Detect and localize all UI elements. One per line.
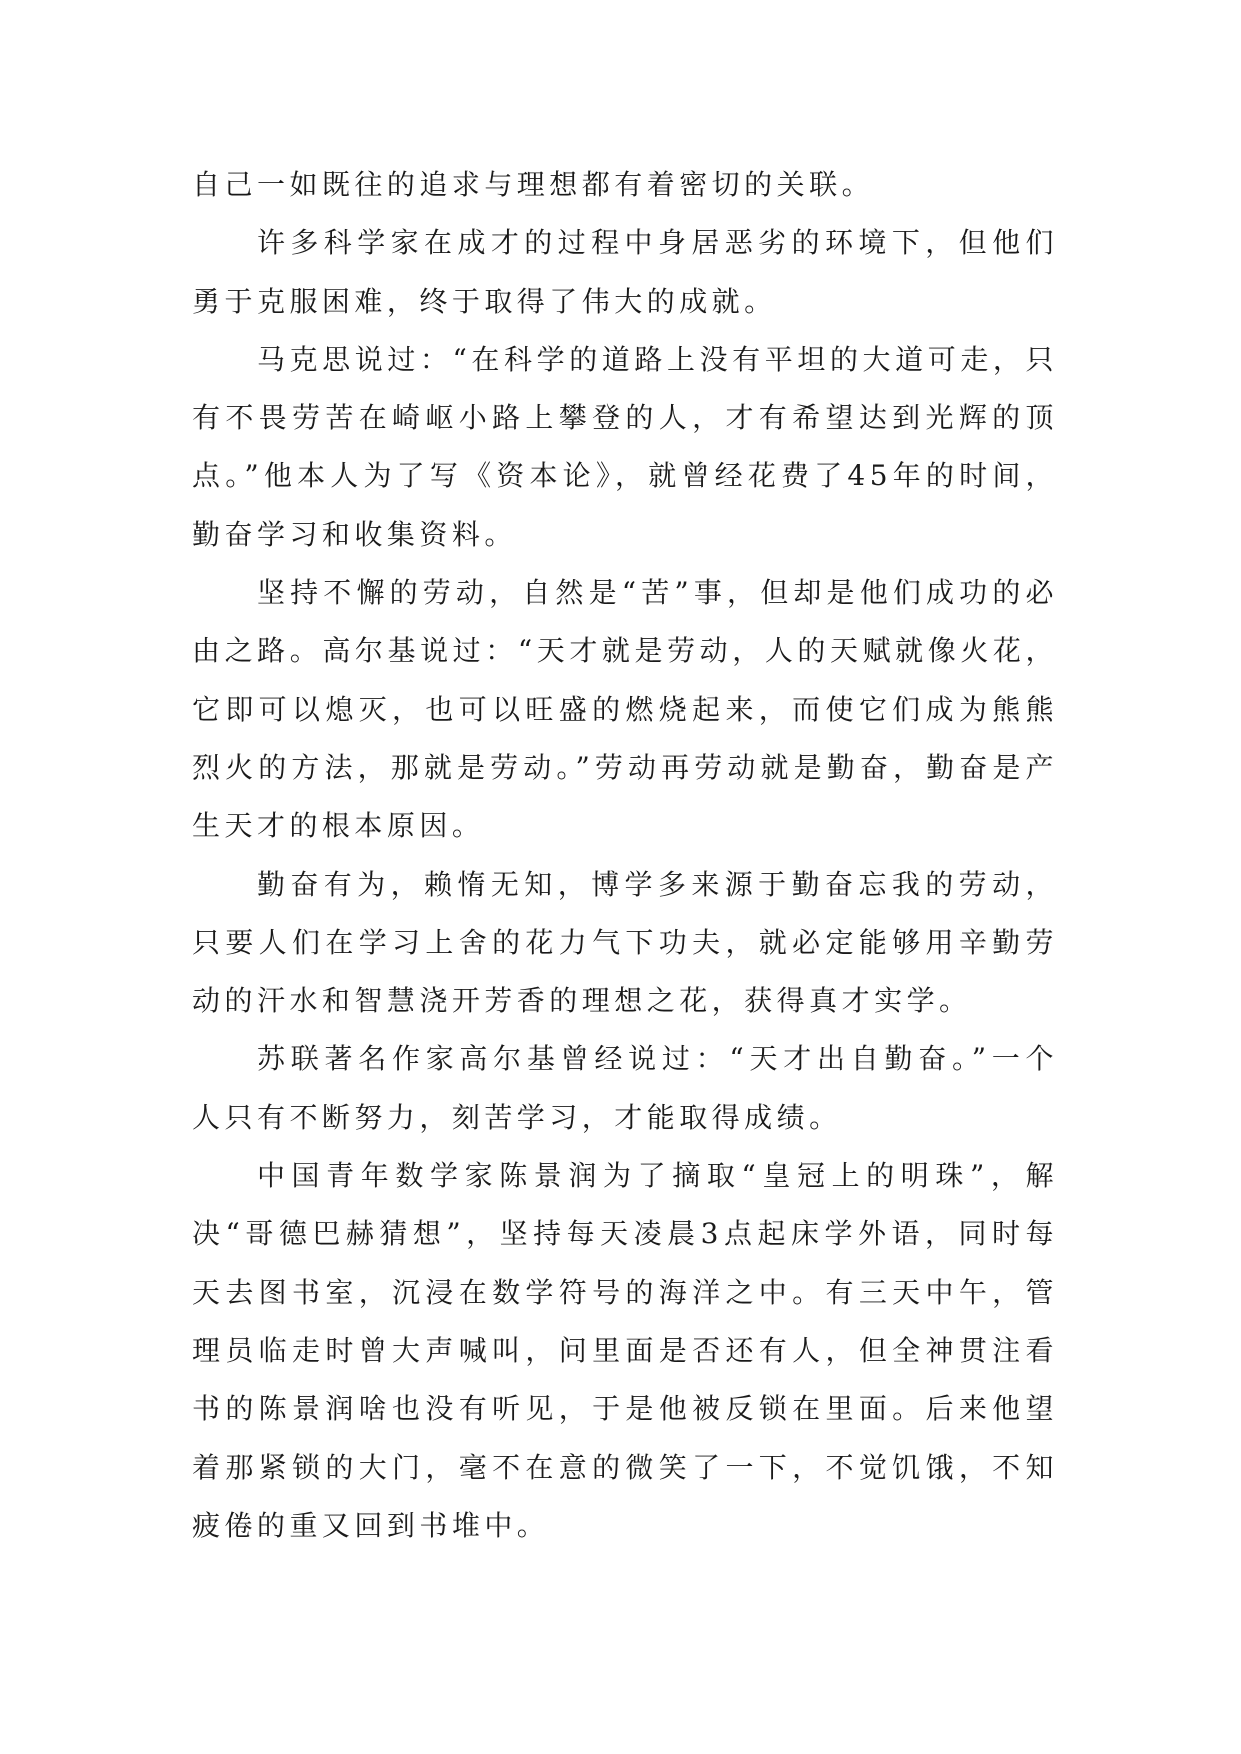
- paragraph-marx-quote: 马克思说过：“在科学的道路上没有平坦的大道可走，只有不畏劳苦在崎岖小路上攀登的人，才有希望达到光辉的顶点。”他本人为了写《资本论》，就曾经花费了45年的时间，勤奋学习和收集资料。: [192, 342, 1058, 551]
- paragraph-continuation: 自己一如既往的追求与理想都有着密切的关联。: [192, 168, 875, 201]
- paragraph-chen-jingrun: 中国青年数学家陈景润为了摘取“皇冠上的明珠”，解决“哥德巴赫猜想”，坚持每天凌晨3点起床学外语，同时每天去图书室，沉浸在数学符号的海洋之中。有三天中午，管理员临走时曾大声喊叫，问里面是否还有人，但全神贯注看书的陈景润啥也没有听见，于是他被反锁在里面。后来他望着那紧锁的大门，毫不在意的微笑了一下，不觉饥饿，不知疲倦的重又回到书堆中。: [192, 1159, 1058, 1542]
- paragraph-scientists-hardship: 许多科学家在成才的过程中身居恶劣的环境下，但他们勇于克服困难，终于取得了伟大的成就。: [192, 226, 1058, 318]
- document-body: [192, 156, 1058, 1555]
- paragraph-gorky-labor-quote: 坚持不懈的劳动，自然是“苦”事，但却是他们成功的必由之路。高尔基说过：“天才就是劳动，人的天赋就像火花，它即可以熄灭，也可以旺盛的燃烧起来，而使它们成为熊熊烈火的方法，那就是劳动。”劳动再劳动就是勤奋，勤奋是产生天才的根本原因。: [192, 576, 1058, 843]
- paragraph-gorky-genius-quote: 苏联著名作家高尔基曾经说过：“天才出自勤奋。”一个人只有不断努力，刻苦学习，才能取得成绩。: [192, 1042, 1058, 1134]
- paragraph-diligence: 勤奋有为，赖惰无知，博学多来源于勤奋忘我的劳动，只要人们在学习上舍的花力气下功夫，就必定能够用辛勤劳动的汗水和智慧浇开芳香的理想之花，获得真才实学。: [192, 867, 1058, 1018]
